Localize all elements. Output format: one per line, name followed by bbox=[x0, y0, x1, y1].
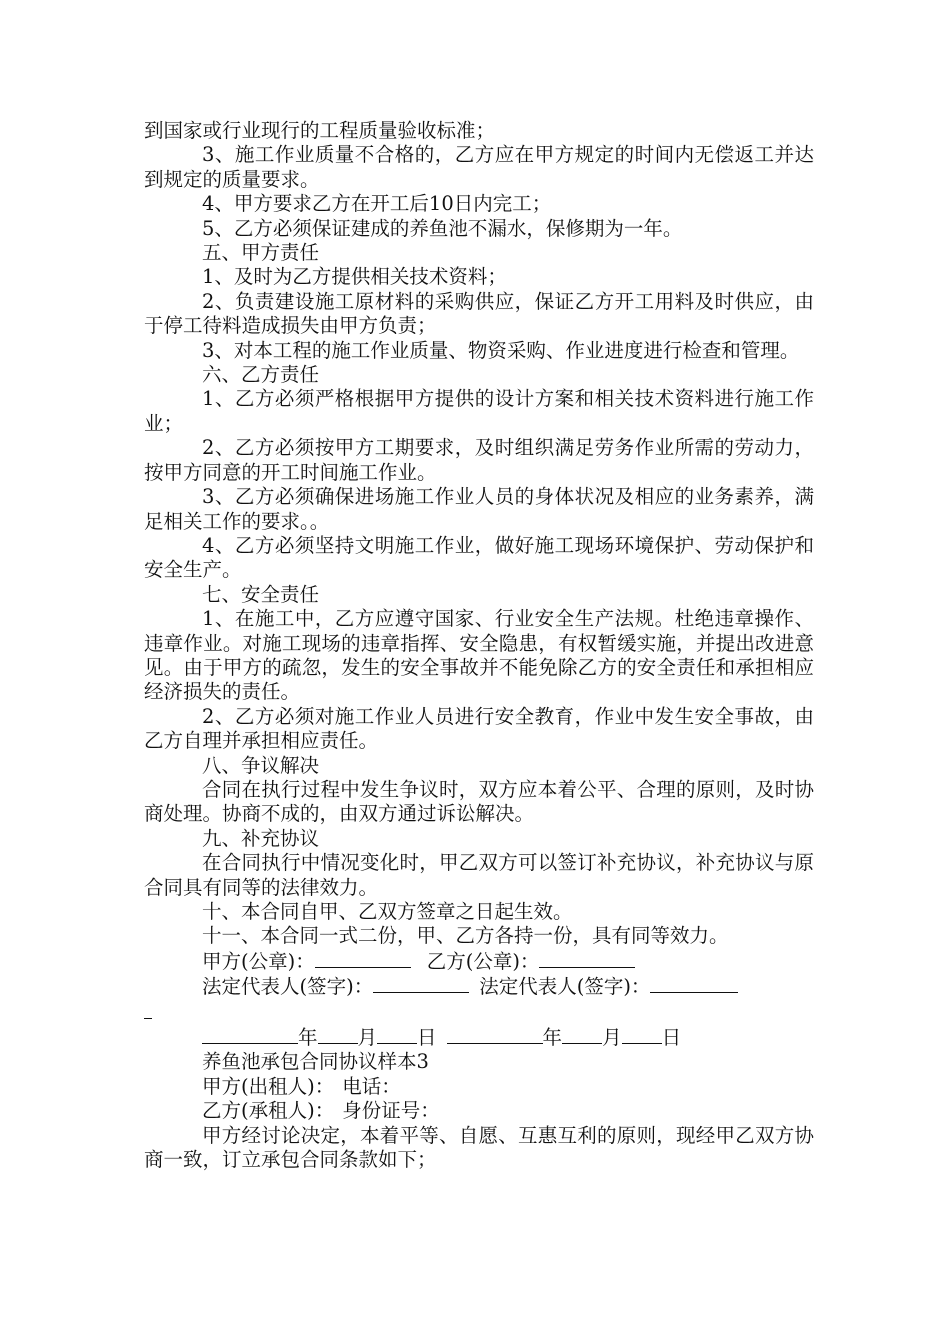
date-month-a: 月 bbox=[357, 1026, 378, 1050]
paragraph-10: 2、乙方必须按甲方工期要求，及时组织满足劳务作业所需的劳动力，按甲方同意的开工时间施工作业。 bbox=[144, 436, 814, 484]
paragraph-14: 1、在施工中，乙方应遵守国家、行业安全生产法规。杜绝违章操作、违章作业。对施工现场的违章指挥、安全隐患，有权暂缓实施，并提出改进意见。由于甲方的疏忽，发生的安全事故并不能免除乙方的安全责任和承担相应经济损失的责任。 bbox=[144, 607, 814, 704]
paragraph-11: 3、乙方必须确保进场施工作业人员的身体状况及相应的业务素养，满足相关工作的要求。。 bbox=[144, 485, 814, 533]
lessor-line bbox=[144, 1075, 814, 1099]
paragraph-20: 十、本合同自甲、乙双方签章之日起生效。 bbox=[202, 900, 573, 923]
party-b-seal-label: 乙方(公章)： bbox=[426, 949, 540, 973]
paragraph-0: 到国家或行业现行的工程质量验收标准； bbox=[144, 119, 496, 142]
rep-a-label: 法定代表人(签字)： bbox=[202, 975, 374, 999]
party-a-seal-blank bbox=[315, 949, 411, 968]
rep-b-label: 法定代表人(签字)： bbox=[479, 975, 651, 999]
date-line bbox=[144, 1025, 814, 1050]
section-heading-9: 九、补充协议 bbox=[202, 826, 320, 850]
section-heading-8: 八、争议解决 bbox=[202, 753, 320, 777]
paragraph-2: 4、甲方要求乙方在开工后10日内完工； bbox=[202, 192, 552, 216]
lessee-label: 乙方(承租人)： bbox=[202, 1099, 335, 1123]
date-day-b: 日 bbox=[661, 1026, 682, 1050]
paragraph-17: 合同在执行过程中发生争议时，双方应本着公平、合理的原则，及时协商处理。协商不成的，由双方通过诉讼解决。 bbox=[144, 777, 814, 826]
lessee-line bbox=[144, 1099, 814, 1123]
paragraph-15: 2、乙方必须对施工作业人员进行安全教育，作业中发生安全事故，由乙方自理并承担相应责任。 bbox=[144, 704, 814, 753]
rep-b-blank-cont bbox=[144, 1000, 152, 1019]
date-month-b: 月 bbox=[602, 1026, 622, 1050]
id-number-label: 身份证号： bbox=[342, 1099, 440, 1123]
paragraph-21: 十一、本合同一式二份，甲、乙方各持一份，具有同等效力。 bbox=[202, 924, 729, 948]
party-b-seal-blank bbox=[539, 949, 635, 968]
lessor-label: 甲方(出租人)： bbox=[202, 1074, 335, 1098]
date-year-a: 年 bbox=[298, 1026, 318, 1050]
paragraph-9: 1、乙方必须严格根据甲方提供的设计方案和相关技术资料进行施工作业； bbox=[144, 387, 814, 435]
sample3-intro: 甲方经讨论决定，本着平等、自愿、互惠互利的原则，现经甲乙双方协商一致，订立承包合同条款如下； bbox=[144, 1123, 814, 1172]
paragraph-19: 在合同执行中情况变化时，甲乙双方可以签订补充协议，补充协议与原合同具有同等的法律效力。 bbox=[144, 851, 814, 899]
date-year-b: 年 bbox=[542, 1026, 563, 1050]
document-body bbox=[144, 119, 814, 1172]
paragraph-1: 3、施工作业质量不合格的，乙方应在甲方规定的时间内无偿返工并达到规定的质量要求。 bbox=[144, 143, 814, 191]
paragraph-5: 1、及时为乙方提供相关技术资料； bbox=[202, 265, 507, 289]
paragraph-7: 3、对本工程的施工作业质量、物资采购、作业进度进行检查和管理。 bbox=[202, 338, 800, 362]
rep-line bbox=[144, 974, 814, 999]
section-heading-6: 六、乙方责任 bbox=[202, 363, 320, 387]
paragraph-6: 2、负责建设施工原材料的采购供应，保证乙方开工用料及时供应，由于停工待料造成损失由甲方负责； bbox=[144, 289, 814, 338]
phone-label: 电话： bbox=[342, 1074, 401, 1098]
rep-b-blank bbox=[650, 974, 738, 993]
paragraph-3: 5、乙方必须保证建成的养鱼池不漏水，保修期为一年。 bbox=[202, 216, 683, 240]
section-heading-7: 七、安全责任 bbox=[202, 582, 320, 606]
paragraph-12: 4、乙方必须坚持文明施工作业，做好施工现场环境保护、劳动保护和安全生产。 bbox=[144, 533, 814, 582]
rep-line-wrap bbox=[144, 1000, 814, 1025]
rep-a-blank bbox=[373, 974, 469, 993]
section-heading-5: 五、甲方责任 bbox=[202, 241, 320, 265]
date-day-a: 日 bbox=[417, 1026, 437, 1050]
sample3-title: 养鱼池承包合同协议样本3 bbox=[202, 1050, 429, 1074]
seal-line bbox=[144, 949, 814, 974]
party-a-seal-label: 甲方(公章)： bbox=[202, 949, 315, 973]
